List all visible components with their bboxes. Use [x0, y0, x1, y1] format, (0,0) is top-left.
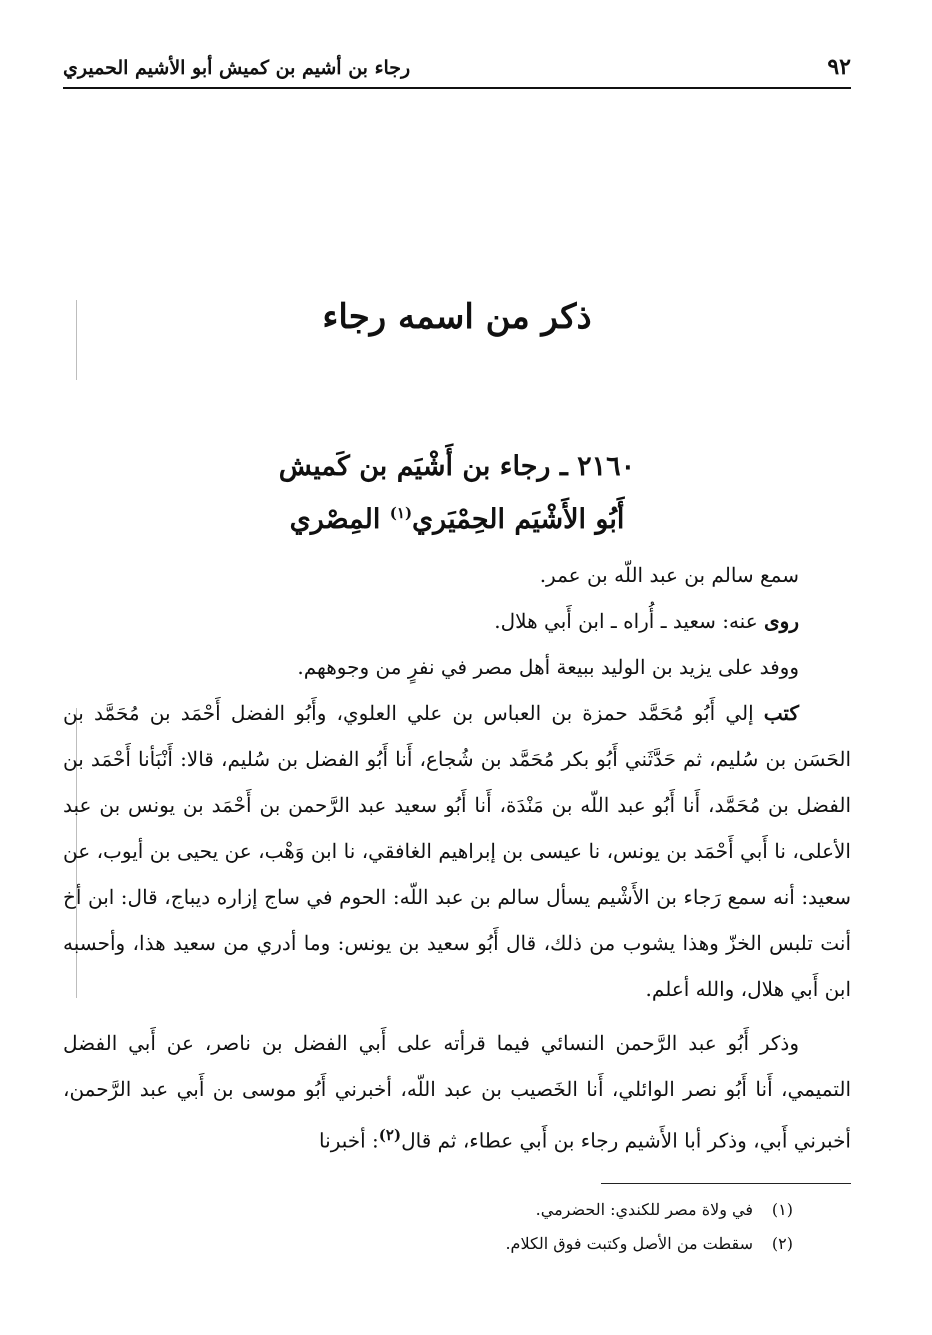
paragraph-nasai [63, 1020, 851, 1164]
running-title: رجاء بن أشيم بن كميش أبو الأشيم الحميري [63, 57, 411, 79]
paragraph-isnad [63, 690, 851, 1012]
entry-heading-line-2 [63, 490, 851, 543]
footnote-number: (٢) [771, 1234, 793, 1253]
body-text [63, 552, 851, 1164]
entry-heading [63, 444, 851, 543]
paragraph-nasai-tail: : أخبرنا [319, 1128, 379, 1153]
lead-word-kataba: كتب [763, 701, 799, 725]
footnote-number: (١) [771, 1200, 793, 1219]
footnote-text: في ولاة مصر للكندي: الحضرمي. [535, 1200, 753, 1219]
page-number: ٩٢ [827, 54, 851, 80]
lead-word-rawa: روى [764, 609, 799, 633]
paragraph-narrators [63, 598, 851, 644]
entry-heading-name: أَبُو الأَشْيَم الحِمْيَري [412, 504, 625, 535]
footnote-2 [63, 1227, 793, 1261]
header-rule [63, 87, 851, 89]
paragraph-narrators-text: عنه: سعيد ـ أُراه ـ ابن أَبي هلال. [494, 609, 765, 633]
running-head [63, 52, 851, 84]
entry-heading-nisba: المِصْري [289, 504, 390, 535]
paragraph-delegation: ووفد على يزيد بن الوليد ببيعة أهل مصر في نفرٍ من وجوههم. [297, 655, 799, 679]
footnote-ref-2: (٢) [378, 1126, 402, 1144]
paragraph-isnad-text: إلي أَبُو مُحَمَّد حمزة بن العباس بن علي العلوي، وأَبُو الفضل أَحْمَد بن مُحَمَّد بن الحَسَن بن سُليم، ثم حَدَّثَني أَبُو بكر مُحَمَّد بن شُجاع، أَنا أَبُو الفضل بن سُليم، قالا: أَنْبَأنا أَحْمَد بن الفضل بن مُحَمَّد، أَنا أَبُو عبد اللّه بن مَنْدَة، أَنا أَبُو سعيد عبد الرَّحمن بن أَحْمَد بن يونس بن عبد الأعلى، نا أَبي أَحْمَد بن يونس، نا عيسى بن إبراهيم الغافقي، نا ابن وَهْب، عن يحيى بن أيوب، عن سعيد: أنه سمع رَجاء بن الأَشْيم يسأل سالم بن عبد اللّه: الحوم في ساج إزاره ديباج، قال: ابن أخ أنت تلبس الخزّ وهذا يشوب من ذلك، قال أَبُو سعيد بن يونس: وما أدري من سعيد هذا، وأحسبه ابن أَبي هلال، والله أعلم. [63, 701, 851, 1001]
footnote-ref-1: (١) [389, 504, 413, 522]
paragraph-nasai-text: وذكر أَبُو عبد الرَّحمن النسائي فيما قرأته على أَبي الفضل بن ناصر، عن أَبي الفضل التميمي، أَنا أَبُو نصر الوائلي، أَنا الخَصيب بن عبد اللّه، أخبرني أَبُو موسى بن أَبي عبد الرَّحمن، أخبرني أَبي، وذكر أبا الأَشيم رجاء بن أَبي عطاء، ثم قال [63, 1031, 851, 1153]
entry-heading-line-1: ٢١٦٠ ـ رجاء بن أَشْيَم بن كَميش [278, 451, 636, 482]
section-title: ذكر من اسمه رجاء [322, 297, 592, 337]
footnote-1 [63, 1193, 793, 1227]
footnote-rule [601, 1183, 851, 1184]
paragraph-heard-from: سمع سالم بن عبد اللّه بن عمر. [539, 563, 799, 587]
footnotes [63, 1193, 793, 1261]
footnote-text: سقطت من الأصل وكتبت فوق الكلام. [505, 1234, 753, 1253]
